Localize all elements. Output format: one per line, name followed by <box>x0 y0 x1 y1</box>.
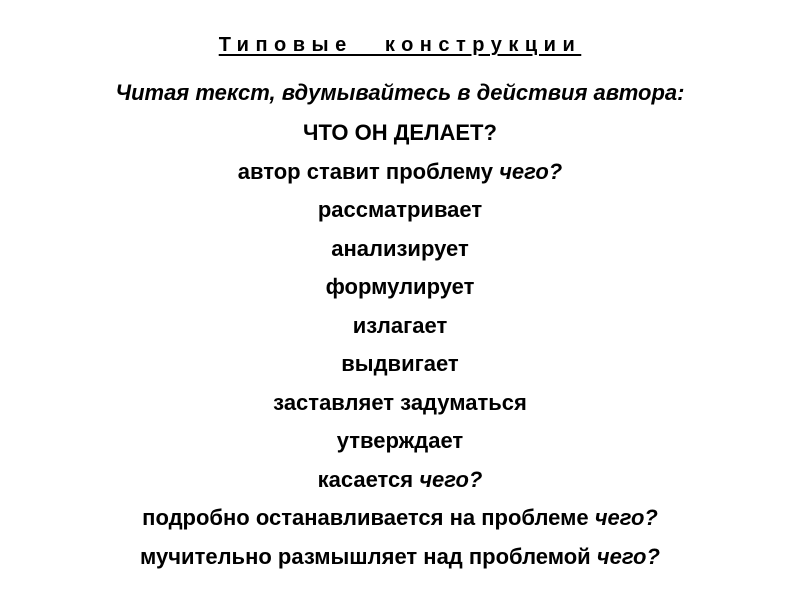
action-text: излагает <box>352 312 448 338</box>
action-line <box>0 153 800 192</box>
action-line <box>0 345 800 384</box>
action-line <box>0 499 800 538</box>
action-text: мучительно размышляет над проблемой <box>140 543 597 569</box>
slide-title: Типовые конструкции <box>218 34 582 56</box>
intro-text: Читая текст, вдумывайтесь в действия автора: <box>115 80 685 105</box>
action-text: утверждает <box>336 428 464 453</box>
action-question: чего? <box>596 543 660 569</box>
action-text: формулирует <box>325 274 475 299</box>
action-text: подробно останавливается на проблеме <box>142 505 595 530</box>
action-text: рассматривает <box>317 197 483 222</box>
action-line <box>0 538 800 577</box>
action-question: чего? <box>594 505 658 530</box>
action-text: автор ставит проблему <box>237 158 500 184</box>
action-line <box>0 114 800 153</box>
action-line <box>0 461 800 500</box>
action-line <box>0 422 800 461</box>
action-text: анализирует <box>331 235 469 261</box>
action-text: касается <box>317 466 420 492</box>
action-question: чего? <box>419 466 483 492</box>
action-question: чего? <box>499 158 563 184</box>
action-line <box>0 384 800 423</box>
action-line <box>0 307 800 346</box>
action-line <box>0 268 800 307</box>
action-text: ЧТО ОН ДЕЛАЕТ? <box>303 120 497 145</box>
action-text: выдвигает <box>341 351 459 376</box>
action-line <box>0 230 800 269</box>
action-text: заставляет задуматься <box>273 389 527 415</box>
action-line <box>0 191 800 230</box>
action-list <box>0 114 800 576</box>
